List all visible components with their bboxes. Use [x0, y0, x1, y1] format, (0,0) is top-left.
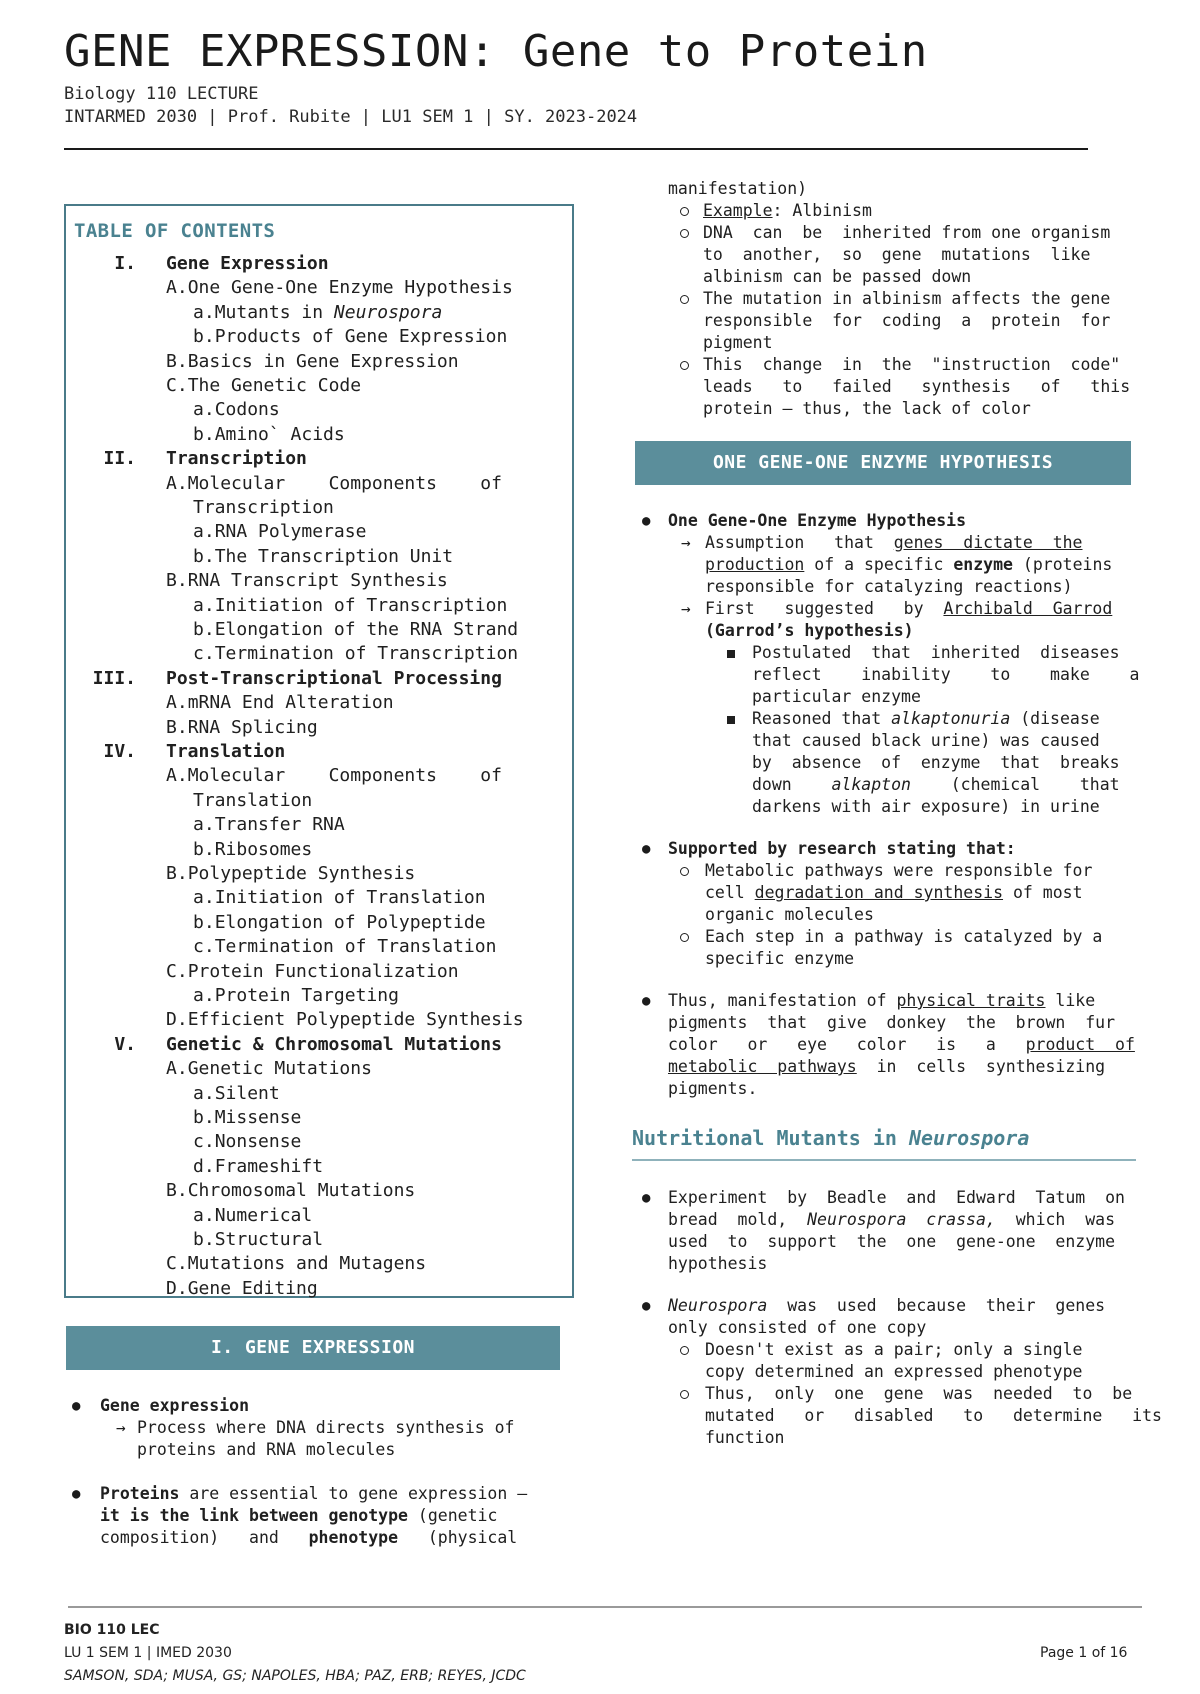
arrow-icon: → — [116, 1418, 126, 1437]
toc-item[interactable]: b.Ribosomes — [193, 838, 313, 860]
list-item-line: pigment — [703, 333, 773, 352]
section-banner-gene-expression: I. GENE EXPRESSION — [66, 1326, 560, 1370]
list-item: Gene expression — [100, 1396, 250, 1415]
toc-item[interactable]: A.Molecular Components of — [166, 765, 502, 787]
list-item-line: Doesn't exist as a pair; only a single — [705, 1340, 1083, 1359]
footer-course: BIO 110 LEC — [64, 1622, 160, 1638]
list-item-line: Postulated that inherited diseases — [752, 643, 1120, 662]
toc-item[interactable]: A.mRNA End Alteration — [166, 692, 394, 714]
list-item-line: responsible for catalyzing reactions) — [705, 577, 1073, 596]
toc-item[interactable]: a.Mutants in Neurospora — [193, 301, 443, 323]
list-item-line: Thus, only one gene was needed to be — [705, 1384, 1133, 1403]
list-item-line: Neurospora was used because their genes — [668, 1296, 1106, 1315]
list-item: Supported by research stating that: — [668, 839, 1016, 858]
toc-item[interactable]: C.The Genetic Code — [166, 375, 362, 396]
toc-item[interactable]: b.Amino` Acids — [193, 423, 345, 445]
footer-divider — [68, 1606, 1142, 1608]
footer-authors: SAMSON, SDA; MUSA, GS; NAPOLES, HBA; PAZ, ERB; REYES, JCDC — [64, 1668, 526, 1684]
footer-section: LU 1 SEM 1 | IMED 2030 — [64, 1645, 232, 1661]
list-item-line: responsible for coding a protein for — [703, 311, 1111, 330]
toc-item[interactable]: B.RNA Transcript Synthesis — [166, 570, 448, 592]
list-item-line: production of a specific enzyme (proteins — [705, 555, 1113, 574]
definition-line: proteins and RNA molecules — [137, 1440, 396, 1459]
toc-item[interactable]: b.Missense — [193, 1107, 302, 1128]
list-item-line: only consisted of one copy — [668, 1318, 927, 1337]
list-item-line: Reasoned that alkaptonuria (disease — [752, 709, 1100, 728]
list-item-line: mutated or disabled to determine its — [705, 1406, 1162, 1425]
circle-bullet-icon — [680, 207, 689, 216]
list-item: Proteins are essential to gene expression — — [100, 1484, 528, 1503]
toc-item[interactable]: A.One Gene-One Enzyme Hypothesis — [166, 277, 513, 299]
toc-item[interactable]: A.Genetic Mutations — [166, 1058, 372, 1080]
list-item-line: that caused black urine) was caused — [752, 731, 1100, 750]
list-item-line: The mutation in albinism affects the gene — [703, 289, 1111, 308]
list-item-line: organic molecules — [705, 905, 874, 924]
list-item-line: particular enzyme — [752, 687, 921, 706]
list-item-line: pigments. — [668, 1079, 758, 1098]
circle-bullet-icon — [680, 229, 689, 238]
subsection-heading-nutritional-mutants: Nutritional Mutants in Neurospora — [632, 1126, 1030, 1150]
bullet-icon: ● — [642, 1190, 651, 1206]
list-item-line: protein – thus, the lack of color — [703, 399, 1031, 418]
list-item-line: First suggested by Archibald Garrod — [705, 599, 1113, 618]
toc-item[interactable]: B.RNA Splicing — [166, 716, 318, 738]
toc-item[interactable]: a.Protein Targeting — [193, 985, 399, 1006]
list-item-line: Thus, manifestation of physical traits like — [668, 991, 1096, 1010]
list-item-line: by absence of enzyme that breaks — [752, 753, 1120, 772]
toc-item[interactable]: c.Nonsense — [193, 1131, 302, 1153]
toc-item[interactable]: Translation — [193, 789, 313, 811]
list-item-line: Experiment by Beadle and Edward Tatum on — [668, 1188, 1125, 1207]
header-divider — [64, 148, 1088, 150]
list-item-line: hypothesis — [668, 1254, 768, 1273]
toc-item[interactable]: d.Frameshift — [193, 1155, 324, 1177]
list-item-line: Each step in a pathway is catalyzed by a — [705, 927, 1103, 946]
toc-item[interactable]: C.Protein Functionalization — [166, 960, 459, 982]
list-item-line: composition) and phenotype (physical — [100, 1528, 518, 1547]
bullet-icon: ● — [642, 513, 651, 529]
toc-item[interactable]: a.RNA Polymerase — [193, 521, 367, 543]
definition-line: Process where DNA directs synthesis of — [137, 1418, 515, 1437]
circle-bullet-icon — [680, 1390, 689, 1399]
circle-bullet-icon — [680, 867, 689, 876]
list-item: One Gene-One Enzyme Hypothesis — [668, 511, 967, 530]
continued-text: manifestation) — [668, 179, 808, 198]
bullet-icon: ● — [642, 841, 651, 857]
list-item-line: Metabolic pathways were responsible for — [705, 861, 1093, 880]
list-item-line: it is the link between genotype (genetic — [100, 1506, 498, 1525]
toc-item[interactable]: Transcription — [193, 497, 334, 518]
list-item-line: color or eye color is a product of — [668, 1035, 1135, 1054]
toc-item[interactable]: A.Molecular Components of — [166, 472, 502, 494]
list-item-line: leads to failed synthesis of this — [703, 377, 1131, 396]
toc-item[interactable]: b.Elongation of Polypeptide — [193, 911, 486, 933]
toc-item[interactable]: a.Transfer RNA — [193, 814, 345, 836]
toc-item[interactable]: D.Efficient Polypeptide Synthesis — [166, 1009, 524, 1031]
page-title: GENE EXPRESSION: Gene to Protein — [64, 26, 928, 77]
list-item-line: (Garrod’s hypothesis) — [705, 621, 914, 640]
toc-item[interactable]: a.Silent — [193, 1082, 280, 1104]
list-item-line: to another, so gene mutations like — [703, 245, 1091, 264]
list-item-line: reflect inability to make a — [752, 665, 1140, 684]
circle-bullet-icon — [680, 1346, 689, 1355]
square-bullet-icon — [727, 650, 735, 658]
list-item-line: down alkapton (chemical that — [752, 775, 1120, 794]
toc-item[interactable]: a.Initiation of Transcription — [193, 594, 508, 616]
toc-item[interactable]: b.Products of Gene Expression — [193, 326, 508, 348]
square-bullet-icon — [727, 716, 735, 724]
subsection-divider — [632, 1159, 1136, 1161]
toc-item[interactable]: a.Numerical — [193, 1204, 313, 1226]
circle-bullet-icon — [680, 361, 689, 370]
bullet-icon: ● — [72, 1486, 81, 1502]
list-item-line: pigments that give donkey the brown fur — [668, 1013, 1116, 1032]
list-item-line: specific enzyme — [705, 949, 855, 968]
list-item-line: This change in the "instruction code" — [703, 355, 1121, 374]
toc-item[interactable]: B.Polypeptide Synthesis — [166, 863, 416, 884]
toc-item[interactable]: B.Basics in Gene Expression — [166, 350, 459, 372]
bullet-icon: ● — [642, 1298, 651, 1314]
toc-item[interactable]: b.Structural — [193, 1229, 324, 1250]
list-item-line: bread mold, Neurospora crassa, which was — [668, 1210, 1116, 1229]
bullet-icon: ● — [72, 1398, 81, 1414]
toc-item[interactable]: D.Gene Editing — [166, 1277, 318, 1299]
arrow-icon: → — [681, 599, 691, 618]
toc-item[interactable]: B.Chromosomal Mutations — [166, 1180, 416, 1202]
toc-item[interactable]: b.Elongation of the RNA Strand — [193, 619, 519, 640]
list-item-line: DNA can be inherited from one organism — [703, 223, 1111, 242]
toc-item[interactable]: C.Mutations and Mutagens — [166, 1253, 427, 1275]
list-item-line: albinism can be passed down — [703, 267, 972, 286]
course-label: Biology 110 LECTURE — [64, 84, 259, 104]
list-item-line: used to support the one gene-one enzyme — [668, 1232, 1116, 1251]
section-banner-one-gene-one-enzyme: ONE GENE-ONE ENZYME HYPOTHESIS — [635, 441, 1131, 485]
toc-item[interactable]: b.The Transcription Unit — [193, 545, 454, 567]
toc-item[interactable]: a.Initiation of Translation — [193, 887, 486, 909]
circle-bullet-icon — [680, 295, 689, 304]
circle-bullet-icon — [680, 933, 689, 942]
list-item-line: darkens with air exposure) in urine — [752, 797, 1100, 816]
arrow-icon: → — [681, 533, 691, 552]
toc-item[interactable]: a.Codons — [193, 399, 280, 421]
course-details: INTARMED 2030 | Prof. Rubite | LU1 SEM 1 | SY. 2023-2024 — [64, 107, 638, 127]
list-item-line: metabolic pathways in cells synthesizing — [668, 1057, 1106, 1076]
toc-item[interactable]: c.Termination of Transcription — [193, 643, 519, 665]
bullet-icon: ● — [642, 993, 651, 1009]
list-item-line: cell degradation and synthesis of most — [705, 883, 1083, 902]
page-number: Page 1 of 16 — [1040, 1645, 1128, 1661]
list-item-line: function — [705, 1428, 785, 1447]
toc-item[interactable]: c.Termination of Translation — [193, 936, 497, 958]
toc-heading: TABLE OF CONTENTS — [74, 220, 276, 242]
list-item: Example: Albinism — [703, 201, 872, 220]
list-item-line: Assumption that genes dictate the — [705, 533, 1083, 552]
list-item-line: copy determined an expressed phenotype — [705, 1362, 1083, 1381]
